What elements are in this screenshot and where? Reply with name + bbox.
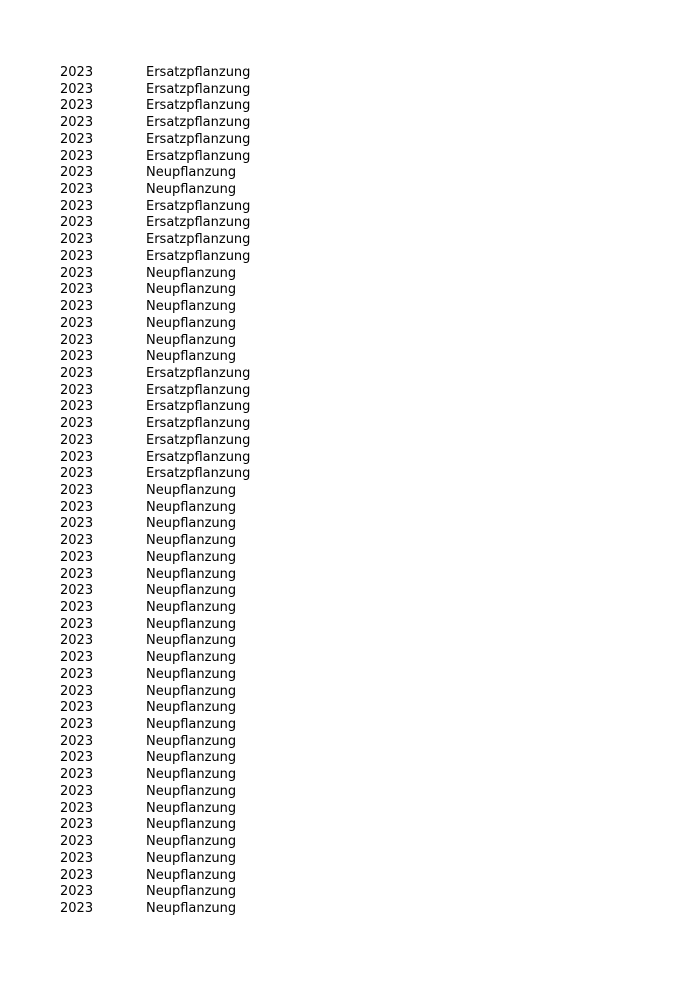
- table-row: [60, 98, 286, 115]
- year-cell: 2023: [60, 783, 94, 799]
- planting-type-cell: Neupflanzung: [146, 884, 237, 900]
- planting-type-cell: Neupflanzung: [146, 717, 237, 733]
- table-row: [60, 767, 286, 784]
- table-row: [60, 817, 286, 834]
- year-cell: 2023: [60, 733, 94, 749]
- table-row: [60, 232, 286, 249]
- planting-type-cell: Neupflanzung: [146, 516, 237, 532]
- planting-type-cell: Neupflanzung: [146, 482, 237, 498]
- planting-type-cell: Neupflanzung: [146, 315, 237, 331]
- year-cell: 2023: [60, 232, 94, 248]
- table-row: [60, 633, 286, 650]
- year-cell: 2023: [60, 215, 94, 231]
- year-cell: 2023: [60, 800, 94, 816]
- year-cell: 2023: [60, 767, 94, 783]
- planting-type-cell: Ersatzpflanzung: [146, 98, 251, 114]
- planting-type-cell: Neupflanzung: [146, 332, 237, 348]
- year-cell: 2023: [60, 482, 94, 498]
- table-row: [60, 868, 286, 885]
- table-row: [60, 583, 286, 600]
- year-cell: 2023: [60, 81, 94, 97]
- planting-type-cell: Neupflanzung: [146, 499, 237, 515]
- table-row: [60, 383, 286, 400]
- year-cell: 2023: [60, 900, 94, 916]
- year-cell: 2023: [60, 449, 94, 465]
- planting-type-cell: Neupflanzung: [146, 182, 237, 198]
- year-cell: 2023: [60, 165, 94, 181]
- table-row: [60, 801, 286, 818]
- table-row: [60, 533, 286, 550]
- year-cell: 2023: [60, 365, 94, 381]
- planting-type-cell: Neupflanzung: [146, 299, 237, 315]
- planting-type-cell: Neupflanzung: [146, 750, 237, 766]
- table-row: [60, 316, 286, 333]
- year-cell: 2023: [60, 466, 94, 482]
- table-row: [60, 500, 286, 517]
- table-row: [60, 199, 286, 216]
- planting-type-cell: Ersatzpflanzung: [146, 416, 251, 432]
- planting-type-cell: Neupflanzung: [146, 549, 237, 565]
- planting-type-cell: Neupflanzung: [146, 900, 237, 916]
- table-row: [60, 884, 286, 901]
- table-row: [60, 667, 286, 684]
- year-cell: 2023: [60, 198, 94, 214]
- year-cell: 2023: [60, 499, 94, 515]
- planting-type-cell: Neupflanzung: [146, 800, 237, 816]
- planting-type-cell: Neupflanzung: [146, 867, 237, 883]
- planting-type-cell: Neupflanzung: [146, 700, 237, 716]
- planting-type-cell: Ersatzpflanzung: [146, 232, 251, 248]
- year-cell: 2023: [60, 549, 94, 565]
- year-cell: 2023: [60, 265, 94, 281]
- year-cell: 2023: [60, 115, 94, 131]
- year-cell: 2023: [60, 148, 94, 164]
- year-cell: 2023: [60, 666, 94, 682]
- table-row: [60, 567, 286, 584]
- planting-type-cell: Ersatzpflanzung: [146, 248, 251, 264]
- planting-type-cell: Neupflanzung: [146, 165, 237, 181]
- planting-type-cell: Ersatzpflanzung: [146, 365, 251, 381]
- planting-type-cell: Neupflanzung: [146, 633, 237, 649]
- planting-type-cell: Neupflanzung: [146, 683, 237, 699]
- planting-type-cell: Neupflanzung: [146, 566, 237, 582]
- year-cell: 2023: [60, 131, 94, 147]
- table-row: [60, 149, 286, 166]
- table-row: [60, 600, 286, 617]
- planting-type-cell: Ersatzpflanzung: [146, 148, 251, 164]
- year-cell: 2023: [60, 850, 94, 866]
- table-row: [60, 483, 286, 500]
- planting-type-cell: Neupflanzung: [146, 583, 237, 599]
- planting-type-cell: Neupflanzung: [146, 733, 237, 749]
- planting-type-cell: Neupflanzung: [146, 666, 237, 682]
- planting-type-cell: Neupflanzung: [146, 600, 237, 615]
- year-cell: 2023: [60, 633, 94, 649]
- year-cell: 2023: [60, 516, 94, 532]
- planting-table: [60, 65, 286, 918]
- planting-type-cell: Neupflanzung: [146, 282, 237, 298]
- planting-type-cell: Ersatzpflanzung: [146, 399, 251, 415]
- table-row: [60, 433, 286, 450]
- year-cell: 2023: [60, 533, 94, 549]
- year-cell: 2023: [60, 382, 94, 398]
- year-cell: 2023: [60, 182, 94, 198]
- year-cell: 2023: [60, 700, 94, 716]
- table-row: [60, 684, 286, 701]
- planting-type-cell: Neupflanzung: [146, 616, 237, 632]
- year-cell: 2023: [60, 750, 94, 766]
- year-cell: 2023: [60, 98, 94, 114]
- table-row: [60, 516, 286, 533]
- year-cell: 2023: [60, 817, 94, 833]
- table-row: [60, 215, 286, 232]
- planting-type-cell: Neupflanzung: [146, 265, 237, 281]
- year-cell: 2023: [60, 349, 94, 365]
- table-row: [60, 132, 286, 149]
- year-cell: 2023: [60, 683, 94, 699]
- table-row: [60, 450, 286, 467]
- year-cell: 2023: [60, 416, 94, 432]
- table-row: [60, 82, 286, 99]
- planting-type-cell: Neupflanzung: [146, 834, 237, 850]
- year-cell: 2023: [60, 282, 94, 298]
- table-row: [60, 617, 286, 634]
- planting-type-cell: Ersatzpflanzung: [146, 215, 251, 231]
- planting-type-cell: Neupflanzung: [146, 850, 237, 866]
- table-row: [60, 700, 286, 717]
- planting-type-cell: Ersatzpflanzung: [146, 382, 251, 398]
- table-row: [60, 333, 286, 350]
- planting-type-cell: Neupflanzung: [146, 817, 237, 833]
- year-cell: 2023: [60, 65, 94, 80]
- table-row: [60, 282, 286, 299]
- table-row: [60, 165, 286, 182]
- year-cell: 2023: [60, 884, 94, 900]
- planting-type-cell: Neupflanzung: [146, 767, 237, 783]
- table-row: [60, 266, 286, 283]
- table-row: [60, 466, 286, 483]
- year-cell: 2023: [60, 566, 94, 582]
- year-cell: 2023: [60, 600, 94, 615]
- planting-type-cell: Neupflanzung: [146, 349, 237, 365]
- planting-type-cell: Ersatzpflanzung: [146, 131, 251, 147]
- table-row: [60, 349, 286, 366]
- year-cell: 2023: [60, 616, 94, 632]
- planting-type-cell: Ersatzpflanzung: [146, 449, 251, 465]
- table-row: [60, 299, 286, 316]
- table-row: [60, 366, 286, 383]
- table-body: [60, 65, 286, 918]
- year-cell: 2023: [60, 650, 94, 666]
- table-row: [60, 115, 286, 132]
- year-cell: 2023: [60, 867, 94, 883]
- year-cell: 2023: [60, 299, 94, 315]
- planting-type-cell: Neupflanzung: [146, 533, 237, 549]
- year-cell: 2023: [60, 717, 94, 733]
- table-row: [60, 717, 286, 734]
- year-cell: 2023: [60, 399, 94, 415]
- planting-type-cell: Ersatzpflanzung: [146, 65, 251, 80]
- table-row: [60, 416, 286, 433]
- table-row: [60, 550, 286, 567]
- table-row: [60, 650, 286, 667]
- planting-type-cell: Neupflanzung: [146, 783, 237, 799]
- year-cell: 2023: [60, 315, 94, 331]
- table-row: [60, 65, 286, 82]
- year-cell: 2023: [60, 432, 94, 448]
- year-cell: 2023: [60, 834, 94, 850]
- table-row: [60, 851, 286, 868]
- planting-type-cell: Ersatzpflanzung: [146, 466, 251, 482]
- planting-type-cell: Ersatzpflanzung: [146, 115, 251, 131]
- year-cell: 2023: [60, 583, 94, 599]
- table-row: [60, 182, 286, 199]
- planting-type-cell: Neupflanzung: [146, 650, 237, 666]
- table-row: [60, 834, 286, 851]
- table-row: [60, 750, 286, 767]
- table-row: [60, 399, 286, 416]
- year-cell: 2023: [60, 332, 94, 348]
- table-row: [60, 901, 286, 918]
- planting-type-cell: Ersatzpflanzung: [146, 81, 251, 97]
- table-row: [60, 784, 286, 801]
- year-cell: 2023: [60, 248, 94, 264]
- planting-type-cell: Ersatzpflanzung: [146, 198, 251, 214]
- table-row: [60, 734, 286, 751]
- table-row: [60, 249, 286, 266]
- planting-type-cell: Ersatzpflanzung: [146, 432, 251, 448]
